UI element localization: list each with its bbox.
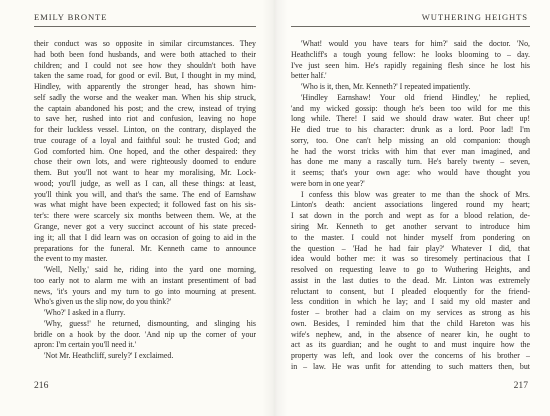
text-line: Who's given us the slip now, do you think?'	[34, 297, 172, 307]
text-line: reluctant to consent, but I pleaded eloquently for the friend-	[291, 286, 530, 296]
text-line: idea would bother me: it was so tiresomely pertinacious that I	[291, 254, 530, 264]
text-line: 'Who?' I asked in a flurry.	[44, 308, 126, 318]
text-line: ter's: there were scarcely six months between them. We, at the	[34, 211, 256, 221]
text-line: true courage of a loyal and faithful soul: he trusted God; and	[34, 135, 256, 145]
header-rule	[291, 26, 530, 27]
book-gutter	[262, 0, 288, 416]
text-line: I sat down in the porch and wept as for a blood relation, de-	[291, 211, 530, 221]
text-line: to save her, rushed into riot and confusion, leaving no hope	[34, 114, 256, 124]
text-line: Heathcliff's a tough young fellow: he looks blooming to – day.	[291, 49, 530, 59]
text-line: 'Why, guess!' he returned, dismounting, and slinging his	[44, 318, 256, 328]
text-line: too early not to alarm me with an instant presentiment of bad	[34, 275, 256, 285]
text-line: sorry, too. One can't help missing an old companion: though	[291, 135, 530, 145]
text-line: Hindley, with apparently the stronger head, has shown him-	[34, 82, 256, 92]
text-line: in – law. He was unfit for attending to such matters then, but	[291, 361, 530, 371]
text-line: has done me many a rascally turn. He's barely twenty – seven,	[291, 157, 530, 167]
text-line: the captain abandoned his post; and the crew, instead of trying	[34, 103, 256, 113]
page-number: 217	[513, 380, 528, 391]
text-line: property was left, and look over the concerns of his brother –	[291, 351, 530, 361]
text-line: were born in one year?'	[291, 178, 365, 188]
text-line: he had the worst tricks with him that ever man imagined, and	[291, 146, 530, 156]
running-head-title: WUTHERING HEIGHTS	[421, 12, 528, 22]
text-line: God comforted him. One hoped, and the other despaired: they	[34, 146, 256, 156]
running-head-author: EMILY BRONTE	[34, 12, 108, 22]
header-rule	[34, 26, 256, 27]
text-line: wood; you'll judge, as well as I can, all these things: at least,	[34, 178, 256, 188]
text-line: 'What! would you have tears for him?' said the doctor. 'No,	[301, 39, 530, 48]
text-line: apron: I'm certain you'll need it.'	[34, 340, 136, 350]
text-line: foster – brother had a claim on my services as strong as his	[291, 308, 530, 318]
text-line: them. But you'll not want to hear my moralising, Mr. Lock-	[34, 168, 256, 178]
text-line: siring Mr. Kenneth to get another servant to introduce him	[291, 222, 530, 232]
text-line: news, 'it's yours and my turn to go into mourning at present.	[34, 286, 256, 296]
text-line: ing it; all that I did learn was on occasion of going to aid in the	[34, 232, 256, 242]
text-line: was what might have been expected; it followed fast on his sis-	[34, 200, 256, 210]
text-line: Grange, never got a very succinct account of his state preced-	[34, 222, 256, 232]
text-line: for their luckless vessel. Linton, on the contrary, displayed the	[34, 125, 256, 135]
page-number: 216	[34, 380, 49, 391]
text-line: less condition in which he lay; and I said my old master and	[291, 297, 530, 307]
text-line: 'and my wicked gossip: though he's been too wild for me this	[291, 103, 530, 113]
text-line: wife's nephew, and, in the absence of nearer kin, he ought to	[291, 329, 530, 339]
text-line: children; and I could not see how they shouldn't both have	[34, 60, 256, 70]
right-page-text	[291, 39, 530, 373]
text-line: the event to my master.	[34, 254, 108, 264]
text-line: 'Hindley Earnshaw! Your old friend Hindley,' he replied,	[301, 92, 530, 102]
text-line: He died true to his character: drunk as a lord. Poor lad! I'm	[291, 125, 530, 135]
text-line: I've just seen him. He's rapidly regaining flesh since he lost his	[291, 60, 530, 70]
text-line: assist in the last duties to the dead. Mr. Linton was extremely	[291, 275, 530, 285]
text-line: it seems; that's your own age: who would have thought you	[291, 168, 530, 178]
text-line: the question – 'Had he had fair play?' Whatever I did, that	[291, 243, 530, 253]
text-line: long while. There! I said we should draw water. But cheer up!	[291, 114, 530, 124]
text-line: preparations for the funeral. Mr. Kenneth came to announce	[34, 243, 256, 253]
text-line: resolved on requesting leave to go to Wuthering Heights, and	[291, 265, 530, 275]
text-line: their conduct was so opposite in similar circumstances. They	[34, 39, 256, 48]
text-line: to the master. I could not hinder myself from pondering on	[291, 232, 530, 242]
text-line: better half.'	[291, 71, 327, 81]
text-line: 'Who is it, then, Mr. Kenneth?' I repeated impatiently.	[301, 82, 471, 92]
text-line: chose their own lots, and were righteously doomed to endure	[34, 157, 256, 167]
text-line: own. Besides, I reminded him that the child Hareton was his	[291, 318, 530, 328]
text-line: 'Well, Nelly,' said he, riding into the yard one morning,	[44, 265, 256, 275]
text-line: Linton's death: ancient associations lingered round my heart;	[291, 200, 530, 210]
text-line: self sadly the worse and the weaker man. When his ship struck,	[34, 92, 256, 102]
text-line: bridle on a hook by the door. 'And nip up the corner of your	[34, 329, 256, 339]
text-line: act as its guardian; and he ought to and must inquire how the	[291, 340, 530, 350]
text-line: I confess this blow was greater to me than the shock of Mrs.	[301, 189, 530, 199]
text-line: 'Not Mr. Heathcliff, surely?' I exclaimed.	[44, 351, 174, 361]
text-line: you'll think you will, and that's the same. The end of Earnshaw	[34, 189, 256, 199]
left-page-text	[34, 39, 256, 362]
text-line: had both been fond husbands, and were both attached to their	[34, 49, 256, 59]
right-page	[275, 0, 550, 416]
text-line: taken the same road, for good or evil. But, I thought in my mind,	[34, 71, 256, 81]
